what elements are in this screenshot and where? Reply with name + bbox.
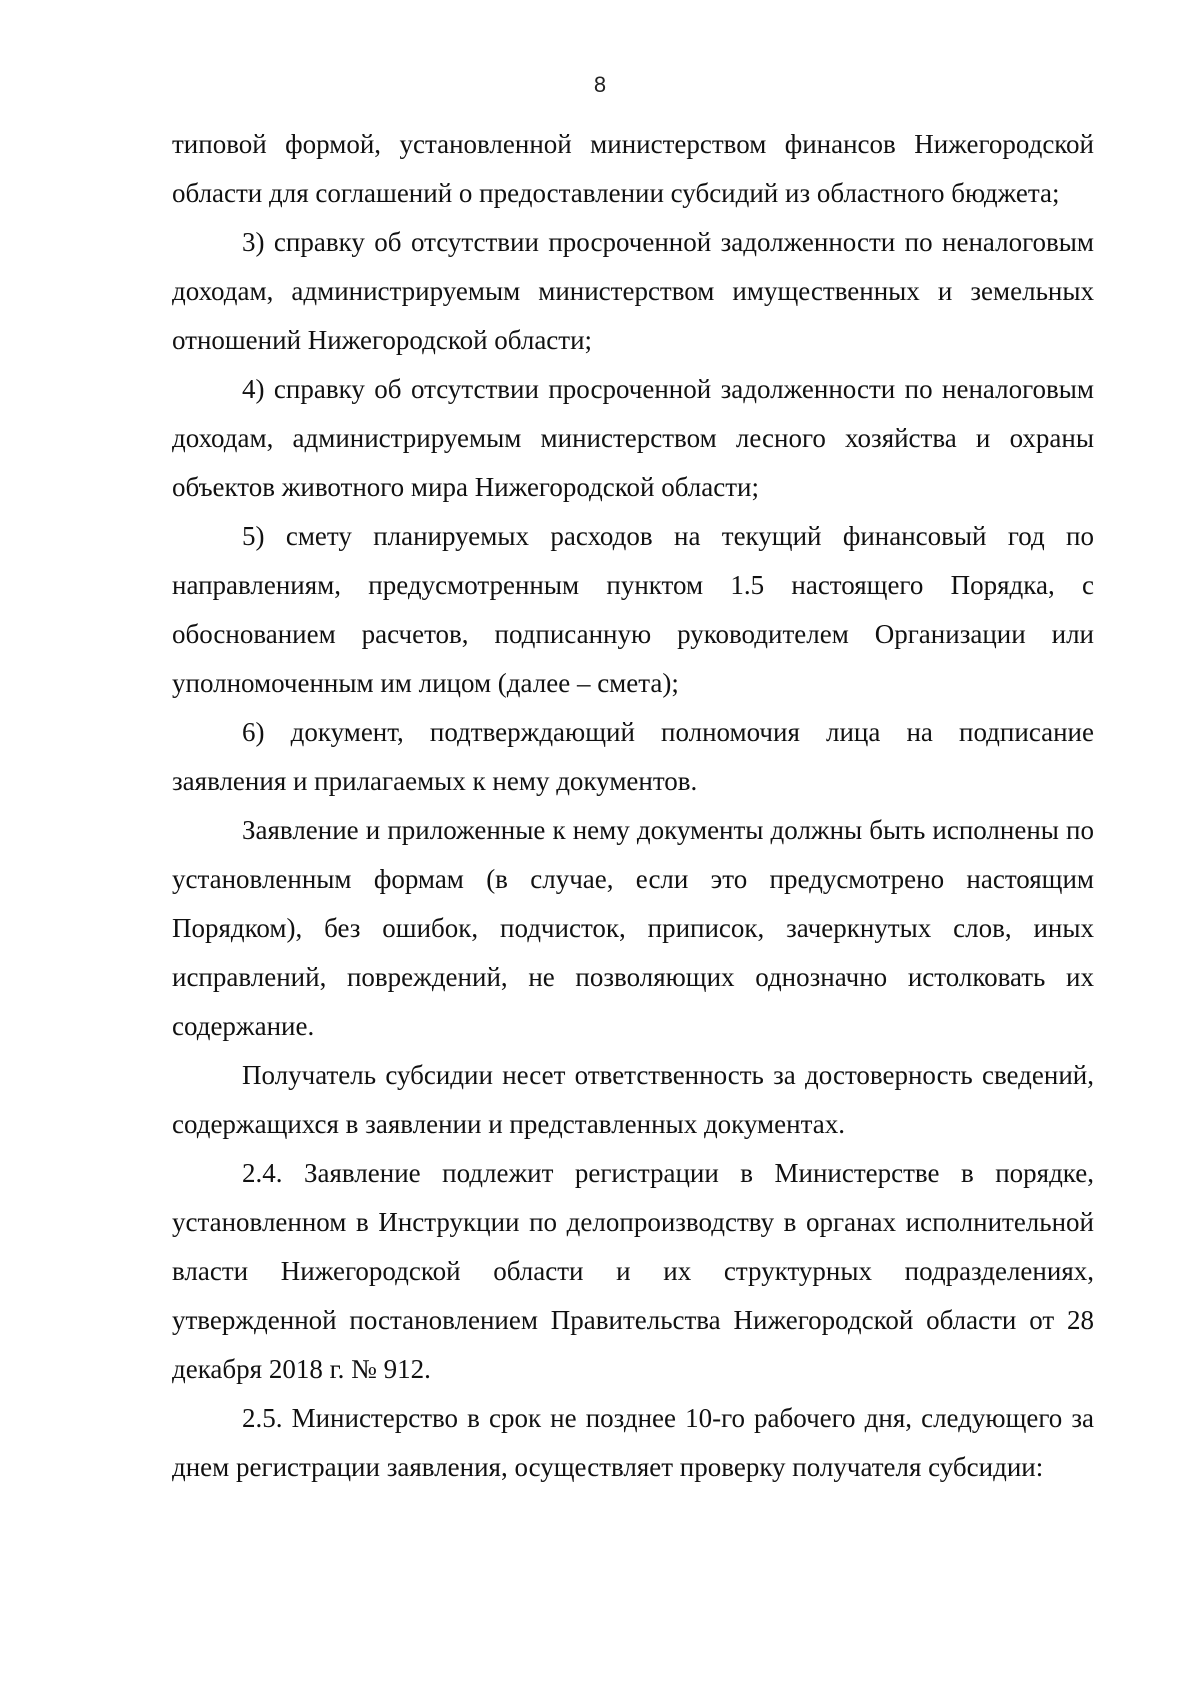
document-body (172, 120, 1094, 1492)
paragraph-item-3: 3) справку об отсутствии просроченной задолженности по неналоговым доходам, администрируемым министерством имущественных и земельных отношений Нижегородской области; (172, 227, 1094, 355)
paragraph-section-2-4: 2.4. Заявление подлежит регистрации в Министерстве в порядке, установленном в Инструкции по делопроизводству в органах исполнительной власти Нижегородской области и их структурных подразделениях, утвержденной постановлением Правительства Нижегородской области от 28 декабря 2018 г. № 912. (172, 1158, 1094, 1384)
paragraph-item-4: 4) справку об отсутствии просроченной задолженности по неналоговым доходам, администрируемым министерством лесного хозяйства и охраны объектов животного мира Нижегородской области; (172, 374, 1094, 502)
paragraph-item-6: 6) документ, подтверждающий полномочия лица на подписание заявления и прилагаемых к нему документов. (172, 717, 1094, 796)
paragraph-document-requirements: Заявление и приложенные к нему документы должны быть исполнены по установленным формам (в случае, если это предусмотрено настоящим Порядком), без ошибок, подчисток, приписок, зачеркнутых слов, иных исправлений, повреждений, не позволяющих однозначно истолковать их содержание. (172, 815, 1094, 1041)
paragraph-recipient-responsibility: Получатель субсидии несет ответственность за достоверность сведений, содержащихся в заявлении и представленных документах. (172, 1060, 1094, 1139)
paragraph-continuation: типовой формой, установленной министерством финансов Нижегородской области для соглашений о предоставлении субсидий из областного бюджета; (172, 129, 1094, 208)
page-number: 8 (593, 72, 607, 97)
paragraph-section-2-5: 2.5. Министерство в срок не позднее 10-го рабочего дня, следующего за днем регистрации заявления, осуществляет проверку получателя субсидии: (172, 1403, 1094, 1482)
paragraph-item-5: 5) смету планируемых расходов на текущий финансовый год по направлениям, предусмотренным пунктом 1.5 настоящего Порядка, с обоснованием расчетов, подписанную руководителем Организации или уполномоченным им лицом (далее – смета); (172, 521, 1094, 698)
